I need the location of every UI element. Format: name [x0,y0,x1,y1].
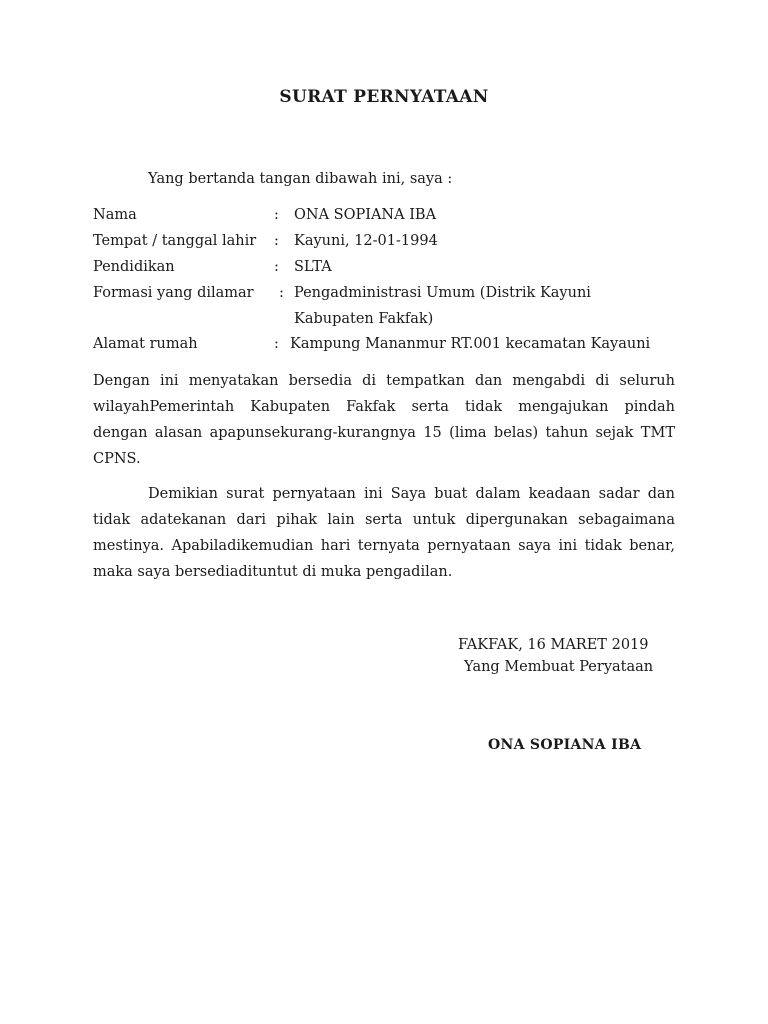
place-date: FAKFAK, 16 MARET 2019 [458,637,649,653]
field-value-continued: Kabupaten Fakfak) [294,311,434,327]
field-colon: : [274,259,279,275]
paragraph-line: wilayahPemerintah Kabupaten Fakfak serta tidak mengajukan pindah [93,399,675,415]
paragraph-line: tidak adatekanan dari pihak lain serta untuk dipergunakan sebagaimana [93,512,675,528]
paragraph-line: dengan alasan apapunsekurang-kurangnya 15 (lima belas) tahun sejak TMT [93,425,675,441]
paragraph-line: CPNS. [93,451,141,467]
field-label: Nama [93,207,137,223]
signer-role: Yang Membuat Peryataan [464,659,654,675]
field-label: Pendidikan [93,259,175,275]
signer-name: ONA SOPIANA IBA [488,737,642,753]
closing-paragraph [93,481,675,585]
field-colon: : [279,285,284,301]
field-label: Alamat rumah [93,336,198,352]
paragraph-line: Dengan ini menyatakan bersedia di tempatkan dan mengabdi di seluruh [93,373,675,389]
paragraph-line: Demikian surat pernyataan ini Saya buat dalam keadaan sadar dan [148,486,675,502]
field-value: ONA SOPIANA IBA [294,207,437,223]
field-colon: : [274,233,279,249]
field-colon: : [274,336,279,352]
field-value: Kampung Mananmur RT.001 kecamatan Kayauni [290,336,651,352]
field-value: SLTA [294,259,332,275]
field-value: Pengadministrasi Umum (Distrik Kayuni [294,285,591,301]
field-value: Kayuni, 12-01-1994 [294,233,438,249]
intro-text: Yang bertanda tangan dibawah ini, saya : [148,171,453,187]
document-title: SURAT PERNYATAAN [279,87,489,107]
field-colon: : [274,207,279,223]
paragraph-line: mestinya. Apabiladikemudian hari ternyata pernyataan saya ini tidak benar, [93,538,675,554]
field-label: Formasi yang dilamar [93,285,254,301]
paragraph-line: maka saya bersediadituntut di muka pengadilan. [93,564,453,580]
field-label: Tempat / tanggal lahir [93,233,257,249]
statement-paragraph [93,368,675,472]
